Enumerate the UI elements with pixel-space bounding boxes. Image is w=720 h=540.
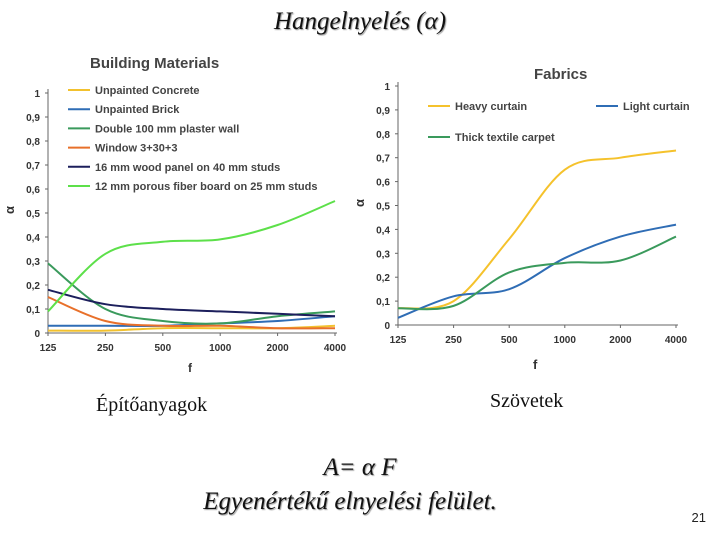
y-tick-label: 0,6 xyxy=(26,185,40,196)
y-tick-label: 0,1 xyxy=(376,297,390,309)
building-materials-chart xyxy=(2,55,347,375)
chart-title: Building Materials xyxy=(90,55,220,72)
x-tick-label: 125 xyxy=(39,343,57,354)
legend-label: 16 mm wood panel on 40 mm studs xyxy=(95,161,281,174)
caption-building-materials: Építőanyagok xyxy=(96,394,208,416)
y-tick-label: 0,9 xyxy=(376,105,390,117)
y-tick-label: 0,1 xyxy=(26,305,40,316)
subtitle: Egyenértékű elnyelési felület. xyxy=(203,488,497,515)
series-line xyxy=(398,225,676,318)
y-tick-label: 0,9 xyxy=(26,113,40,124)
slide-title: Hangelnyelés (α) xyxy=(273,8,447,35)
fabrics-chart xyxy=(352,66,690,372)
legend-label: Heavy curtain xyxy=(455,101,528,113)
x-tick-label: 4000 xyxy=(323,343,347,354)
y-tick-label: 1 xyxy=(34,89,40,100)
series-line xyxy=(48,201,335,311)
legend-label: Unpainted Concrete xyxy=(95,85,200,97)
page-number: 21 xyxy=(691,510,706,525)
y-tick-label: 0,7 xyxy=(376,153,390,165)
x-tick-label: 2000 xyxy=(266,343,289,354)
y-tick-label: 0 xyxy=(384,321,390,332)
y-axis-label: α xyxy=(352,199,367,207)
x-axis-label: f xyxy=(533,357,538,372)
y-tick-label: 0,5 xyxy=(26,209,40,220)
y-axis-label: α xyxy=(2,206,17,214)
y-tick-label: 0,2 xyxy=(376,273,390,285)
legend-label: Thick textile carpet xyxy=(455,132,555,144)
formula: A= α F xyxy=(323,454,397,481)
x-tick-label: 125 xyxy=(389,335,407,346)
series-line xyxy=(398,237,676,310)
y-tick-label: 0,4 xyxy=(376,225,390,237)
y-tick-label: 0,3 xyxy=(26,257,40,268)
legend-label: Double 100 mm plaster wall xyxy=(95,123,240,136)
legend-label: 12 mm porous fiber board on 25 mm studs xyxy=(95,181,318,193)
series-line xyxy=(48,290,335,316)
x-tick-label: 500 xyxy=(500,335,518,346)
chart-title: Fabrics xyxy=(534,66,588,83)
y-tick-label: 0 xyxy=(34,329,40,340)
x-tick-label: 500 xyxy=(154,343,172,354)
y-tick-label: 0,3 xyxy=(376,249,390,261)
x-tick-label: 250 xyxy=(445,335,462,346)
y-tick-label: 0,4 xyxy=(26,233,40,244)
legend-label: Window 3+30+3 xyxy=(95,142,178,155)
y-tick-label: 0,8 xyxy=(26,137,40,148)
y-tick-label: 0,5 xyxy=(376,201,390,213)
legend-label: Light curtain xyxy=(623,101,690,113)
y-tick-label: 0,2 xyxy=(26,281,40,292)
x-tick-label: 2000 xyxy=(609,335,632,346)
x-axis-label: f xyxy=(188,361,192,375)
caption-fabrics: Szövetek xyxy=(490,390,564,412)
series-line xyxy=(48,316,335,326)
series-line xyxy=(398,151,676,309)
x-tick-label: 1000 xyxy=(553,335,576,346)
y-tick-label: 0,7 xyxy=(26,161,40,172)
x-tick-label: 1000 xyxy=(209,343,232,354)
legend-label: Unpainted Brick xyxy=(95,104,180,117)
y-tick-label: 0,8 xyxy=(376,129,390,141)
x-tick-label: 250 xyxy=(97,343,114,354)
y-tick-label: 0,6 xyxy=(376,177,390,189)
y-tick-label: 1 xyxy=(384,82,390,93)
x-tick-label: 4000 xyxy=(664,335,688,346)
